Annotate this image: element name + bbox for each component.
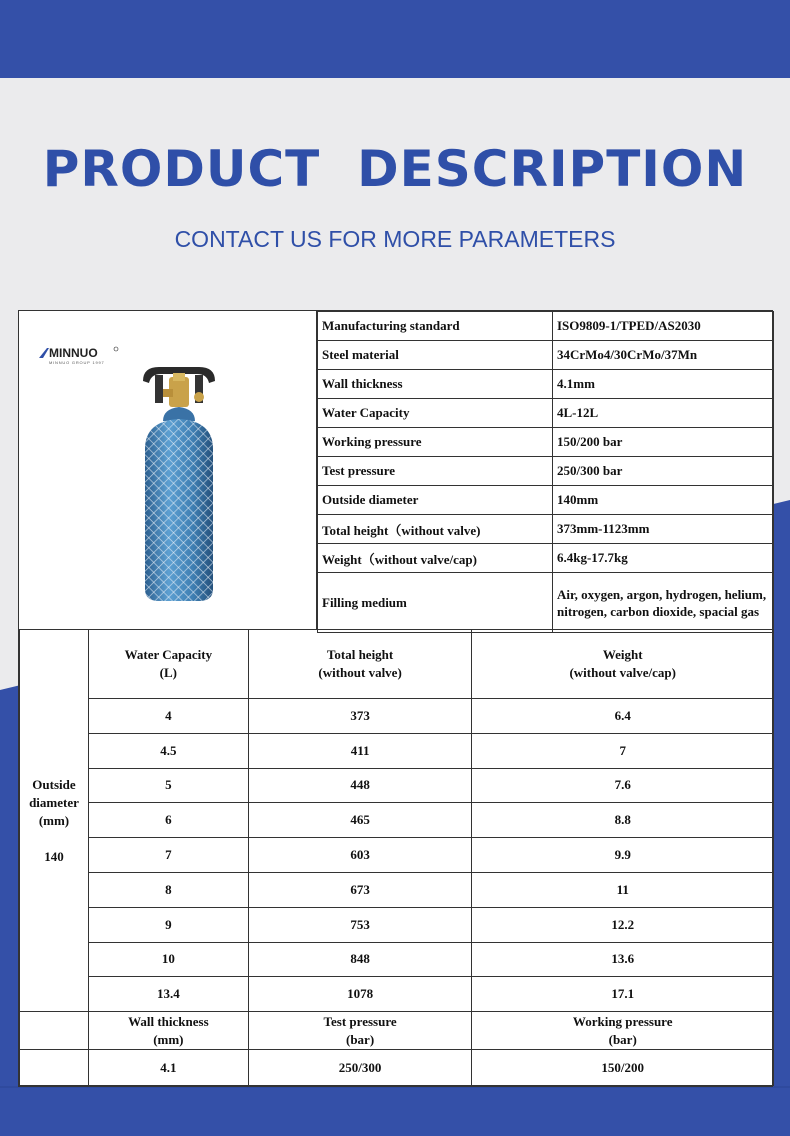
spec-label: Steel material (318, 341, 553, 370)
spec-value: Air, oxygen, argon, hydrogen, helium, nitrogen, carbon dioxide, spacial gas (553, 573, 774, 633)
spec-label: Manufacturing standard (318, 312, 553, 341)
header-test-pressure: Test pressure (bar) (248, 1012, 472, 1050)
spec-label: Test pressure (318, 457, 553, 486)
spec-value: 140mm (553, 486, 774, 515)
table-row: 6 465 8.8 (20, 803, 774, 838)
page-title: PRODUCT DESCRIPTION (42, 140, 748, 198)
spec-value: 34CrMo4/30CrMo/37Mn (553, 341, 774, 370)
test-pressure-value: 250/300 (248, 1050, 472, 1086)
outside-diameter-value: 140 (44, 848, 64, 864)
table-row: 9 753 12.2 (20, 907, 774, 942)
spec-row (318, 399, 774, 428)
header-working-pressure: Working pressure (bar) (472, 1012, 774, 1050)
spec-row (318, 428, 774, 457)
spec-value: 6.4kg-17.7kg (553, 544, 774, 573)
spec-value: 4L-12L (553, 399, 774, 428)
minnuo-logo (39, 344, 119, 366)
footer-header-row (20, 1012, 774, 1050)
header-water-capacity: Water Capacity (L) (88, 630, 248, 699)
capacity-table (19, 629, 774, 1086)
outside-diameter-cell: Outside diameter (mm) 140 (20, 630, 89, 1012)
table-row: 7 603 9.9 (20, 838, 774, 873)
spec-label: Working pressure (318, 428, 553, 457)
spec-label: Water Capacity (318, 399, 553, 428)
table-row: 13.4 1078 17.1 (20, 977, 774, 1012)
header-total-height: Total height (without valve) (248, 630, 472, 699)
product-panel (19, 311, 317, 629)
table-row: 8 673 11 (20, 872, 774, 907)
header-wall-thickness: Wall thickness (mm) (88, 1012, 248, 1050)
spec-label: Outside diameter (318, 486, 553, 515)
spec-table (317, 311, 774, 633)
table-row: 4.5 411 7 (20, 733, 774, 768)
footer-values-row (20, 1050, 774, 1086)
spec-value: 150/200 bar (553, 428, 774, 457)
spec-row (318, 457, 774, 486)
spec-row (318, 573, 774, 633)
wall-thickness-value: 4.1 (88, 1050, 248, 1086)
spec-value: 373mm-1123mm (553, 515, 774, 544)
spec-row (318, 486, 774, 515)
table-row: 4 373 6.4 (20, 699, 774, 734)
logo-tagline: MINNUO GROUP 1997 (49, 360, 105, 365)
spec-value: 4.1mm (553, 370, 774, 399)
logo-text: MINNUO (49, 346, 98, 360)
spec-label: Wall thickness (318, 370, 553, 399)
spec-label: Filling medium (318, 573, 553, 633)
spec-label: Weight（without valve/cap) (318, 544, 553, 573)
spec-row (318, 312, 774, 341)
spec-label: Total height（without valve) (318, 515, 553, 544)
spec-row (318, 341, 774, 370)
capacity-header-row (20, 630, 774, 699)
spec-row (318, 544, 774, 573)
table-row: 10 848 13.6 (20, 942, 774, 977)
working-pressure-value: 150/200 (472, 1050, 774, 1086)
page-subtitle: CONTACT US FOR MORE PARAMETERS (174, 226, 616, 252)
spec-value: 250/300 bar (553, 457, 774, 486)
gas-cylinder-image (129, 359, 229, 604)
spec-row (318, 370, 774, 399)
spec-sheet (18, 310, 773, 1087)
top-banner (0, 0, 790, 78)
table-row: 5 448 7.6 (20, 768, 774, 803)
spec-value: ISO9809-1/TPED/AS2030 (553, 312, 774, 341)
spec-row (318, 515, 774, 544)
header-weight: Weight (without valve/cap) (472, 630, 774, 699)
